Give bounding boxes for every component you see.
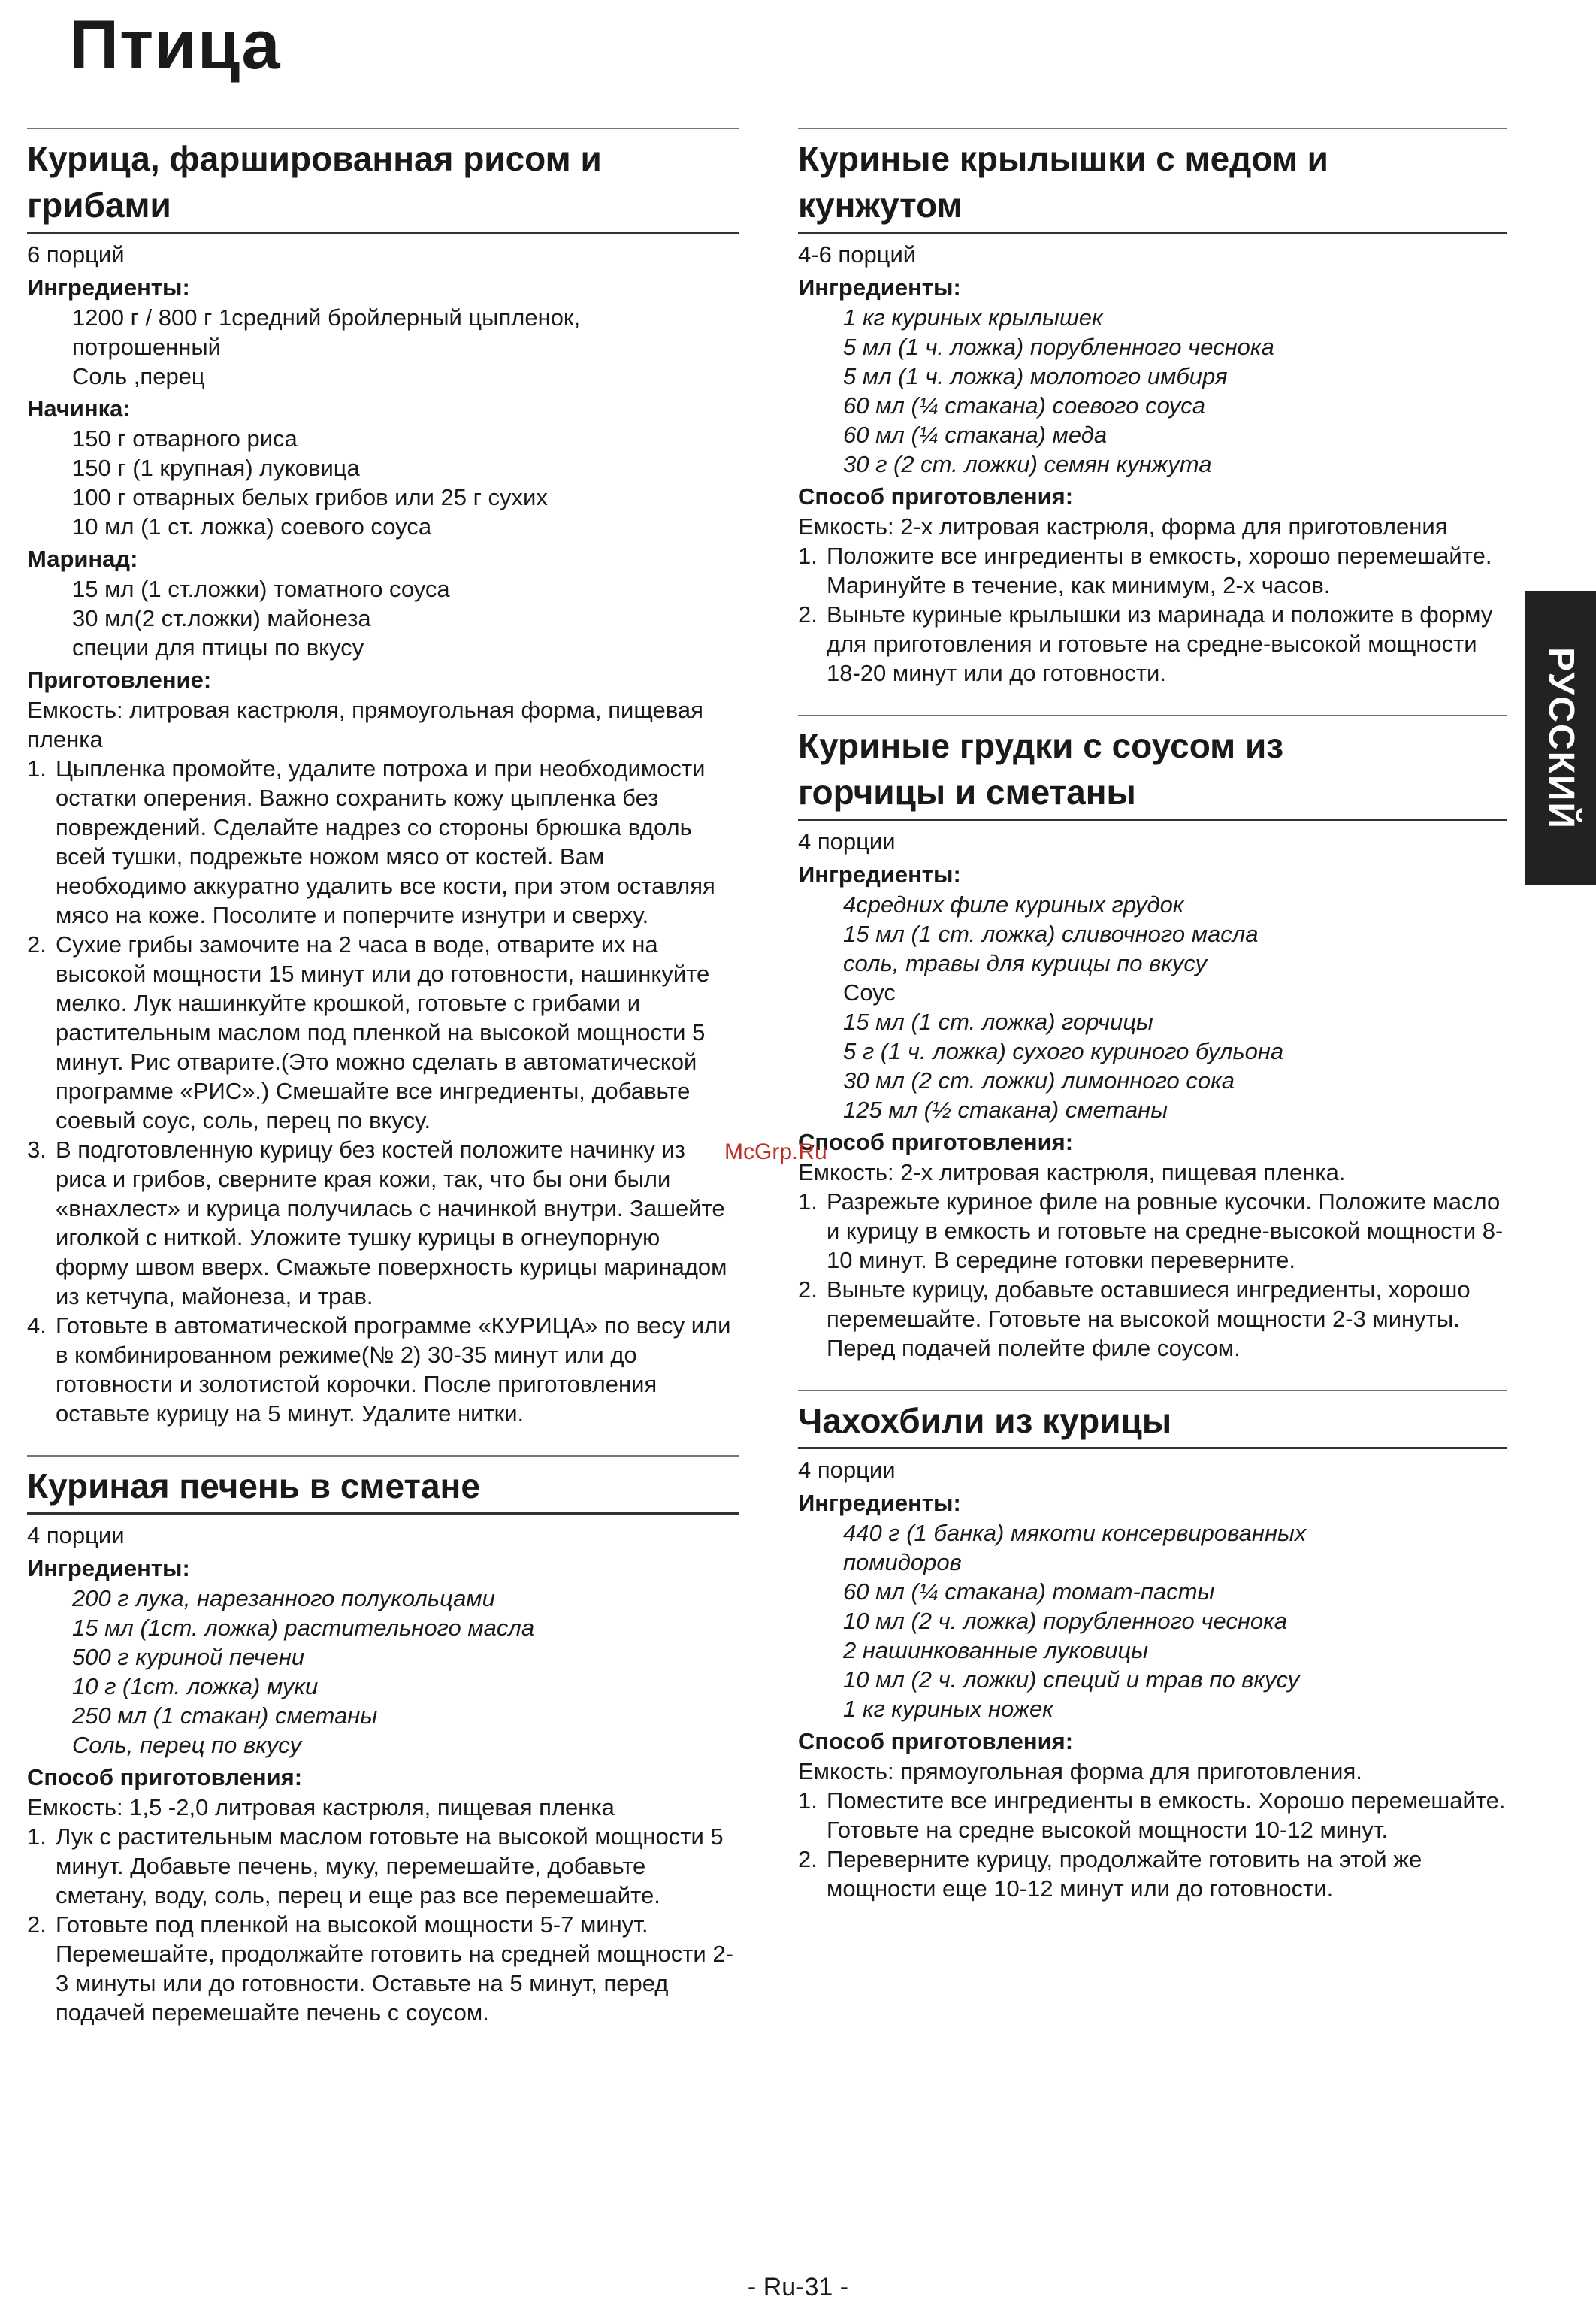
ingredients-label: Ингредиенты: bbox=[798, 861, 961, 888]
steps-list bbox=[798, 1786, 1507, 1903]
page-number: - Ru-31 - bbox=[747, 2273, 849, 2301]
page-title: Птица bbox=[69, 7, 281, 83]
ingredient: 2 нашинкованные луковицы bbox=[843, 1637, 1149, 1663]
recipe-title-line: горчицы и сметаны bbox=[798, 773, 1136, 812]
divider bbox=[798, 1390, 1507, 1391]
ingredient: 5 г (1 ч. ложка) сухого куриного бульона bbox=[843, 1038, 1284, 1064]
method-label: Способ приготовления: bbox=[27, 1764, 303, 1790]
language-tab bbox=[1525, 591, 1596, 885]
left-column bbox=[27, 128, 739, 2054]
ingredients-label: Ингредиенты: bbox=[798, 1490, 961, 1516]
step-text: Положите все ингредиенты в емкость, хорошо перемешайте. Маринуйте в течение, как минимум, 2-х часов. bbox=[827, 543, 1492, 598]
step-number: 2. bbox=[27, 931, 47, 958]
ingredient: 30 мл(2 ст.ложки) майонеза bbox=[72, 605, 371, 631]
ingredient: 500 г куриной печени bbox=[72, 1644, 305, 1670]
ingredients-list bbox=[27, 303, 739, 391]
ingredient: 15 мл (1 ст. ложка) сливочного масла bbox=[843, 921, 1259, 947]
method-label: Способ приготовления: bbox=[798, 1129, 1074, 1155]
recipe-title-line: Чахохбили из курицы bbox=[798, 1401, 1172, 1440]
step-number: 2. bbox=[798, 1846, 818, 1872]
ingredient: 250 мл (1 стакан) сметаны bbox=[72, 1702, 378, 1729]
recipe-stuffed-chicken bbox=[27, 128, 739, 1428]
ingredient: Соль ,перец bbox=[72, 363, 205, 389]
ingredients-list bbox=[798, 303, 1507, 479]
step bbox=[798, 1187, 1507, 1275]
step-text: Лук с растительным маслом готовьте на высокой мощности 5 минут. Добавьте печень, муку, перемешайте, добавьте сметану, воду, соль, перец и еще раз все перемешайте. bbox=[56, 1823, 724, 1908]
step-text: Переверните курицу, продолжайте готовить на этой же мощности еще 10-12 минут или до готовности. bbox=[827, 1846, 1422, 1902]
divider bbox=[798, 128, 1507, 129]
vessel-text: Емкость: 2-х литровая кастрюля, форма для приготовления bbox=[798, 513, 1448, 540]
method-label: Приготовление: bbox=[27, 667, 212, 693]
method-label: Способ приготовления: bbox=[798, 483, 1074, 510]
step-text: Цыпленка промойте, удалите потроха и при необходимости остатки оперения. Важно сохранить кожу цыпленка без повреждений. Сделайте надрез со стороны брюшка вдоль всей тушки, подрежьте ножом мясо от костей. Вам необходимо аккуратно удалить все кости, при этом оставляя мясо на коже. Посолите и поперчите изнутри и сверху. bbox=[56, 755, 715, 928]
ingredient: 15 мл (1 ст.ложки) томатного соуса bbox=[72, 576, 450, 602]
recipe-title bbox=[27, 135, 739, 234]
step-text: Готовьте под пленкой на высокой мощности 5-7 минут. Перемешайте, продолжайте готовить на средней мощности 2-3 минуты или до готовности. Оставьте на 5 минут, перед подачей перемешайте печень с соусом. bbox=[56, 1911, 733, 2026]
ingredients-label: Ингредиенты: bbox=[27, 274, 190, 301]
step bbox=[27, 754, 739, 930]
step-number: 2. bbox=[798, 1276, 818, 1303]
ingredients-label: Ингредиенты: bbox=[798, 274, 961, 301]
watermark: McGrp.Ru bbox=[724, 1139, 827, 1164]
step-number: 1. bbox=[798, 1188, 818, 1215]
ingredient: 100 г отварных белых грибов или 25 г сухих bbox=[72, 484, 548, 510]
step-text: Разрежьте куриное филе на ровные кусочки. Положите масло и курицу в емкость и готовьте на средне-высокой мощности 8-10 минут. В середине готовки переверните. bbox=[827, 1188, 1504, 1273]
portions: 4 порции bbox=[27, 1522, 125, 1548]
ingredient: 150 г отварного риса bbox=[72, 425, 298, 452]
filling-label: Начинка: bbox=[27, 395, 131, 422]
ingredient: 10 мл (2 ч. ложки) специй и трав по вкусу bbox=[843, 1666, 1300, 1693]
step-number: 1. bbox=[798, 1787, 818, 1814]
step bbox=[27, 1910, 739, 2027]
vessel-text: Емкость: 2-х литровая кастрюля, пищевая пленка. bbox=[798, 1159, 1346, 1185]
step-number: 3. bbox=[27, 1136, 47, 1163]
divider bbox=[27, 1455, 739, 1457]
ingredient: 60 мл (¼ стакана) томат-пасты bbox=[843, 1578, 1215, 1605]
ingredient: 5 мл (1 ч. ложка) молотого имбиря bbox=[843, 363, 1228, 389]
ingredient: 15 мл (1 ст. ложка) горчицы bbox=[843, 1009, 1153, 1035]
recipe-title-line: Куриные грудки с соусом из bbox=[798, 726, 1284, 765]
divider bbox=[798, 715, 1507, 716]
step-text: Выньте куриные крылышки из маринада и положите в форму для приготовления и готовьте на средне-высокой мощности 18-20 минут или до готовности. bbox=[827, 601, 1493, 686]
ingredient: соль, травы для курицы по вкусу bbox=[843, 950, 1208, 976]
ingredient: 440 г (1 банка) мякоти консервированных bbox=[843, 1520, 1307, 1546]
ingredient: 10 мл (2 ч. ложка) порубленного чеснока bbox=[843, 1608, 1288, 1634]
portions: 4 порции bbox=[798, 1457, 896, 1483]
steps-list bbox=[27, 754, 739, 1428]
language-tab-label: РУССКИЙ bbox=[1540, 646, 1581, 830]
recipe-chakhokhbili bbox=[798, 1390, 1507, 1903]
recipe-title bbox=[798, 722, 1507, 821]
step bbox=[798, 541, 1507, 600]
marinade-label: Маринад: bbox=[27, 546, 138, 572]
filling-list bbox=[27, 424, 739, 541]
steps-list bbox=[798, 1187, 1507, 1363]
marinade-list bbox=[27, 574, 739, 662]
portions: 6 порций bbox=[27, 241, 125, 268]
recipe-title-line: Куриные крылышки с медом и bbox=[798, 139, 1328, 178]
ingredient: 1 кг куриных ножек bbox=[843, 1696, 1053, 1722]
ingredient: 5 мл (1 ч. ложка) порубленного чеснока bbox=[843, 334, 1274, 360]
recipe-chicken-liver bbox=[27, 1455, 739, 2027]
divider bbox=[27, 128, 739, 129]
sauce-label: Соус bbox=[843, 979, 896, 1006]
step-number: 4. bbox=[27, 1312, 47, 1339]
ingredient: 60 мл (¼ стакана) меда bbox=[843, 422, 1108, 448]
vessel-text: Емкость: 1,5 -2,0 литровая кастрюля, пищевая пленка bbox=[27, 1794, 615, 1820]
step-number: 1. bbox=[27, 1823, 47, 1850]
steps-list bbox=[798, 541, 1507, 688]
step bbox=[27, 1135, 739, 1311]
ingredients-label: Ингредиенты: bbox=[27, 1555, 190, 1581]
step bbox=[798, 1844, 1507, 1903]
step-number: 2. bbox=[798, 601, 818, 628]
portions: 4 порции bbox=[798, 828, 896, 855]
ingredient: 200 г лука, нарезанного полукольцами bbox=[72, 1585, 495, 1611]
recipe-chicken-breasts bbox=[798, 715, 1507, 1363]
vessel-text: Емкость: прямоугольная форма для приготовления. bbox=[798, 1758, 1362, 1784]
ingredients-list bbox=[798, 890, 1507, 1124]
recipe-title-line: грибами bbox=[27, 186, 171, 225]
step-text: Готовьте в автоматической программе «КУРИЦА» по весу или в комбинированном режиме(№ 2) 30-35 минут или до готовности и золотистой корочки. После приготовления оставьте курицу на 5 минут. Удалите нитки. bbox=[56, 1312, 731, 1427]
step bbox=[798, 1786, 1507, 1844]
steps-list bbox=[27, 1822, 739, 2027]
recipe-title-line: кунжутом bbox=[798, 186, 963, 225]
ingredient: 4средних филе куриных грудок bbox=[843, 891, 1184, 918]
ingredients-list bbox=[798, 1518, 1507, 1723]
ingredients-list bbox=[27, 1584, 739, 1760]
ingredient: 10 г (1ст. ложка) муки bbox=[72, 1673, 319, 1699]
recipe-title bbox=[798, 135, 1507, 234]
recipe-title-line: Куриная печень в сметане bbox=[27, 1466, 480, 1506]
recipe-title bbox=[27, 1463, 739, 1515]
step-text: Поместите все ингредиенты в емкость. Хорошо перемешайте. Готовьте на средне высокой мощности 10-12 минут. bbox=[827, 1787, 1506, 1843]
ingredient: 15 мл (1ст. ложка) растительного масла bbox=[72, 1614, 535, 1641]
ingredient: 125 мл (½ стакана) сметаны bbox=[843, 1097, 1168, 1123]
step-number: 2. bbox=[27, 1911, 47, 1938]
step bbox=[27, 1311, 739, 1428]
ingredient: помидоров bbox=[843, 1549, 962, 1575]
recipe-honey-wings bbox=[798, 128, 1507, 688]
method-label: Способ приготовления: bbox=[798, 1728, 1074, 1754]
step bbox=[798, 1275, 1507, 1363]
ingredient: специи для птицы по вкусу bbox=[72, 634, 364, 661]
step bbox=[27, 930, 739, 1135]
ingredient: потрошенный bbox=[72, 334, 221, 360]
step-text: Выньте курицу, добавьте оставшиеся ингредиенты, хорошо перемешайте. Готовьте на высокой мощности 2-3 минуты. Перед подачей полейте филе соусом. bbox=[827, 1276, 1471, 1361]
step-text: Сухие грибы замочите на 2 часа в воде, отварите их на высокой мощности 15 минут или до готовности, нашинкуйте мелко. Лук нашинкуйте крошкой, готовьте с грибами и растительным маслом под пленкой на высокой мощности 5 минут. Рис отварите.(Это можно сделать в автоматической программе «РИС».) Смешайте все ингредиенты, добавьте соевый соус, соль, перец по вкусу. bbox=[56, 931, 710, 1133]
recipe-title bbox=[798, 1397, 1507, 1449]
step bbox=[798, 600, 1507, 688]
ingredient: 60 мл (¼ стакана) соевого соуса bbox=[843, 392, 1206, 419]
step-number: 1. bbox=[27, 755, 47, 782]
portions: 4-6 порций bbox=[798, 241, 917, 268]
ingredient: 1200 г / 800 г 1средний бройлерный цыпленок, bbox=[72, 304, 581, 331]
ingredient: 10 мл (1 ст. ложка) соевого соуса bbox=[72, 513, 432, 540]
recipe-title-line: Курица, фаршированная рисом и bbox=[27, 139, 602, 178]
step bbox=[27, 1822, 739, 1910]
right-column bbox=[798, 128, 1507, 1930]
step-number: 1. bbox=[798, 543, 818, 569]
ingredient: 30 г (2 ст. ложки) семян кунжута bbox=[843, 451, 1212, 477]
vessel-text: Емкость: литровая кастрюля, прямоугольная форма, пищевая пленка bbox=[27, 697, 703, 752]
ingredient: Соль, перец по вкусу bbox=[72, 1732, 301, 1758]
step-text: В подготовленную курицу без костей положите начинку из риса и грибов, сверните края кожи, так, что бы они были «внахлест» и курица получилась с начинкой внутри. Зашейте иголкой с ниткой. Уложите тушку курицы в огнеупорную форму швом вверх. Смажьте поверхность курицы маринадом из кетчупа, майонеза, и трав. bbox=[56, 1136, 727, 1309]
ingredient: 150 г (1 крупная) луковица bbox=[72, 455, 360, 481]
ingredient: 1 кг куриных крылышек bbox=[843, 304, 1103, 331]
ingredient: 30 мл (2 ст. ложки) лимонного сока bbox=[843, 1067, 1235, 1094]
